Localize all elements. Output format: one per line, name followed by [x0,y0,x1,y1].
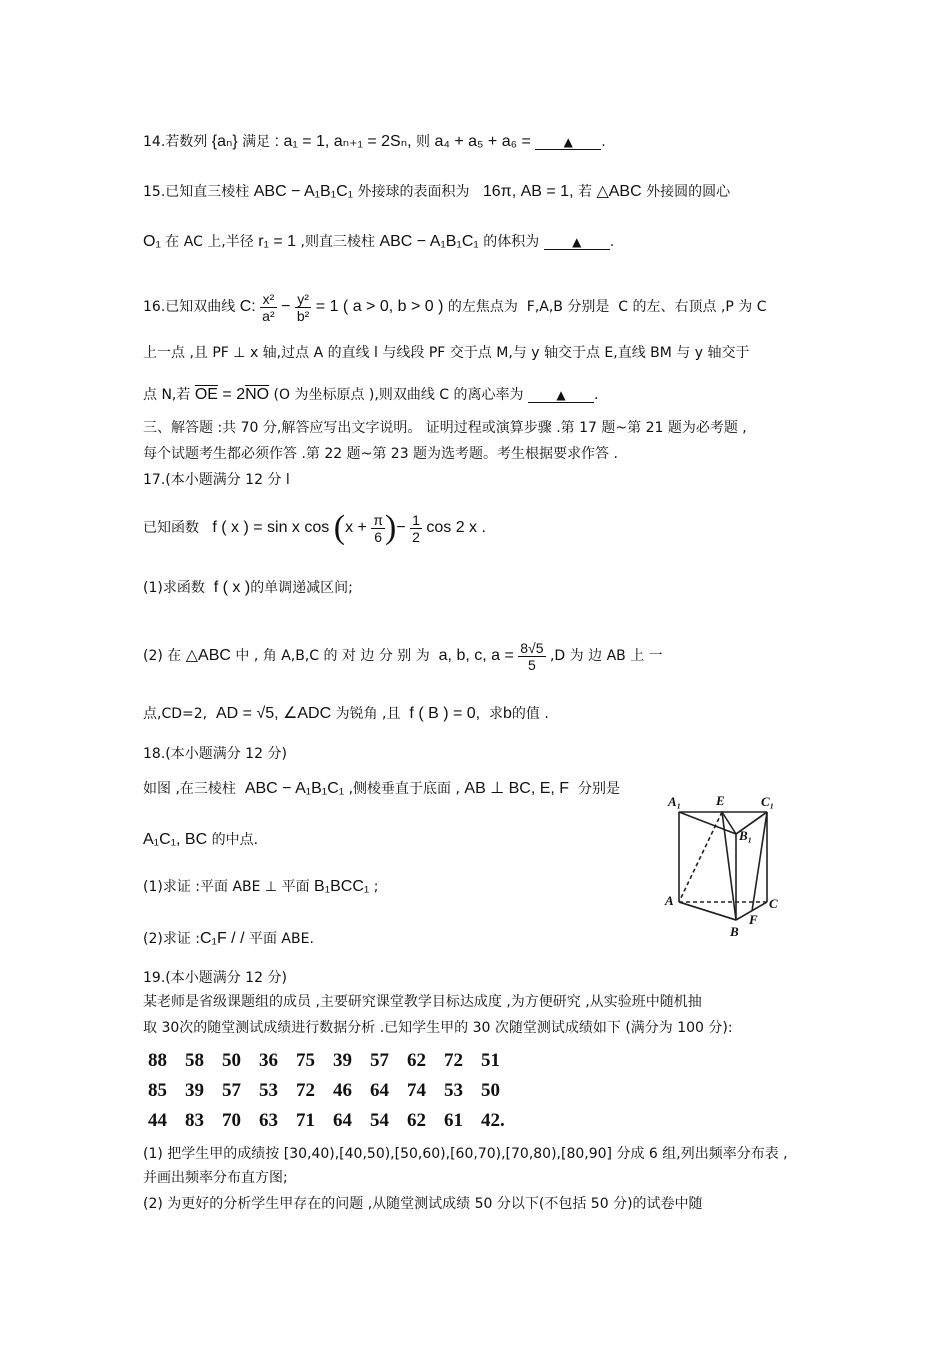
q14-expr: a₄ + a₅ + a₆ = [434,133,531,150]
fraction-y2-b2: $\frac{\text{y²}}{\text{b²}}$ [296,290,310,324]
q19-part1-line2: 并画出频率分布直方图; [143,1170,288,1186]
q18-line2: A₁C₁, BC 的中点. [143,831,259,848]
scores-row: 85 39 57 53 72 46 64 74 53 50 [148,1080,500,1101]
q16-line1: 16.已知双曲线 C: $\frac{\text{x²}}{\text{a²}}$ − $\frac{\text{y²}}{\text{b²}}$ = 1 ( a > 0, b > 0 ) 的左焦点为 F,A,B 分别是 C 的左、右顶点 ,P 为 C [143,290,767,324]
fraction-pi-6: $\frac{\pi}{6}$ [373,511,383,545]
label-a1: A₁ [668,794,682,809]
q17-part1: (1)求函数 f ( x )的单调递减区间; [143,579,353,596]
prism-diagram [660,792,790,942]
prism-figure [660,792,790,946]
label-c1: C₁ [761,794,775,809]
label-b: B [730,924,739,939]
fraction-1-2: $\frac{1}{2}$ [412,511,420,545]
q16-line2: 上一点 ,且 PF ⊥ x 轴,过点 A 的直线 l 与线段 PF 交于点 M,与 y 轴交于点 E,直线 BM 与 y 轴交于 [143,345,750,361]
q17-part3: 点,CD=2, AD = √5, ∠ADC 为锐角 ,且 f ( B ) = 0, 求b的值 . [143,705,549,722]
label-a: A [665,893,674,908]
q14-line: 14.若数列 {aₙ} 满足 : a₁ = 1, aₙ₊₁ = 2Sₙ, 则 a₄ + a₅ + a₆ = ▲ . [143,133,606,150]
q15-line2: O₁ 在 AC 上,半径 r₁ = 1 ,则直三棱柱 ABC − A₁B₁C₁ 的体积为 ▲ . [143,233,615,250]
q17-header: 17.(本小题满分 12 分 l [143,472,290,488]
scores-table [148,1046,518,1136]
label-c: C [769,896,778,911]
q17-part2: (2) 在 △ABC 中 , 角 A,B,C 的 对 边 分 别 为 a, b, c, a = $\frac{8√5}{5}$ ,D 为 边 AB 上 一 [143,639,663,673]
section3-line2: 每个试题考生都必须作答 .第 22 题~第 23 题为选考题。考生根据要求作答 . [143,446,618,462]
q15-line1: 15.已知直三棱柱 ABC − A₁B₁C₁ 外接球的表面积为 16π, AB = 1, 若 △ABC 外接圆的圆心 [143,183,731,200]
label-e: E [716,793,725,808]
fraction-x2-a2: $\frac{\text{x²}}{\text{a²}}$ [262,290,275,324]
q14-answer-blank[interactable]: ▲ [535,135,601,150]
q15-answer-blank[interactable]: ▲ [544,235,610,250]
section3-line1: 三、解答题 :共 70 分,解答应写出文字说明。 证明过程或演算步骤 .第 17 题~第 21 题为必考题 , [143,420,747,436]
q17-function: 已知函数 f ( x ) = sin x cos (x + $\frac{\pi}{6}$ )− $\frac{1}{2}$ cos 2 x . [143,509,486,546]
q16-line3: 点 N,若 $\overline{OE} = 2\overline{NO}$ (O 为坐标原点 ),则双曲线 C 的离心率为 ▲ . [143,386,599,403]
q19-header: 19.(本小题满分 12 分) [143,970,287,986]
q19-line1: 某老师是省级课题组的成员 ,主要研究课堂教学目标达成度 ,为方便研究 ,从实验班中随机抽 [143,994,702,1010]
q16-answer-blank[interactable]: ▲ [528,388,594,403]
vector-oe: $\overline{OE}$ [194,386,218,403]
vector-no: $\overline{NO}$ [245,386,270,403]
label-f: F [749,912,758,927]
q14-formula: : a₁ = 1, aₙ₊₁ = 2Sₙ, [274,133,412,150]
q18-line1: 如图 ,在三棱柱 ABC − A₁B₁C₁ ,侧棱垂直于底面 , AB ⊥ BC, E, F 分别是 [143,780,620,797]
q18-part1: (1)求证 :平面 ABE ⊥ 平面 B₁BCC₁ ; [143,878,379,895]
label-b1: B₁ [739,828,753,843]
q18-header: 18.(本小题满分 12 分) [143,746,287,762]
q19-part1-line1: (1) 把学生甲的成绩按 [30,40),[40,50),[50,60),[60,70),[70,80),[80,90] 分成 6 组,列出频率分布表 , [143,1146,788,1162]
q18-part2: (2)求证 :C₁F / / 平面 ABE. [143,930,314,947]
q19-line2: 取 30次的随堂测试成绩进行数据分析 .已知学生甲的 30 次随堂测试成绩如下 (满分为 100 分): [143,1020,733,1036]
scores-row: 44 83 70 63 71 64 54 62 61 42. [148,1110,505,1131]
q19-part2-line1: (2) 为更好的分析学生甲存在的问题 ,从随堂测试成绩 50 分以下(不包括 50 分)的试卷中随 [143,1196,703,1212]
scores-row: 88 58 50 36 75 39 57 62 72 51 [148,1050,500,1071]
fraction-8sqrt5-5: $\frac{8√5}{5}$ [520,639,544,673]
q14-sequence: {aₙ} [211,133,238,150]
